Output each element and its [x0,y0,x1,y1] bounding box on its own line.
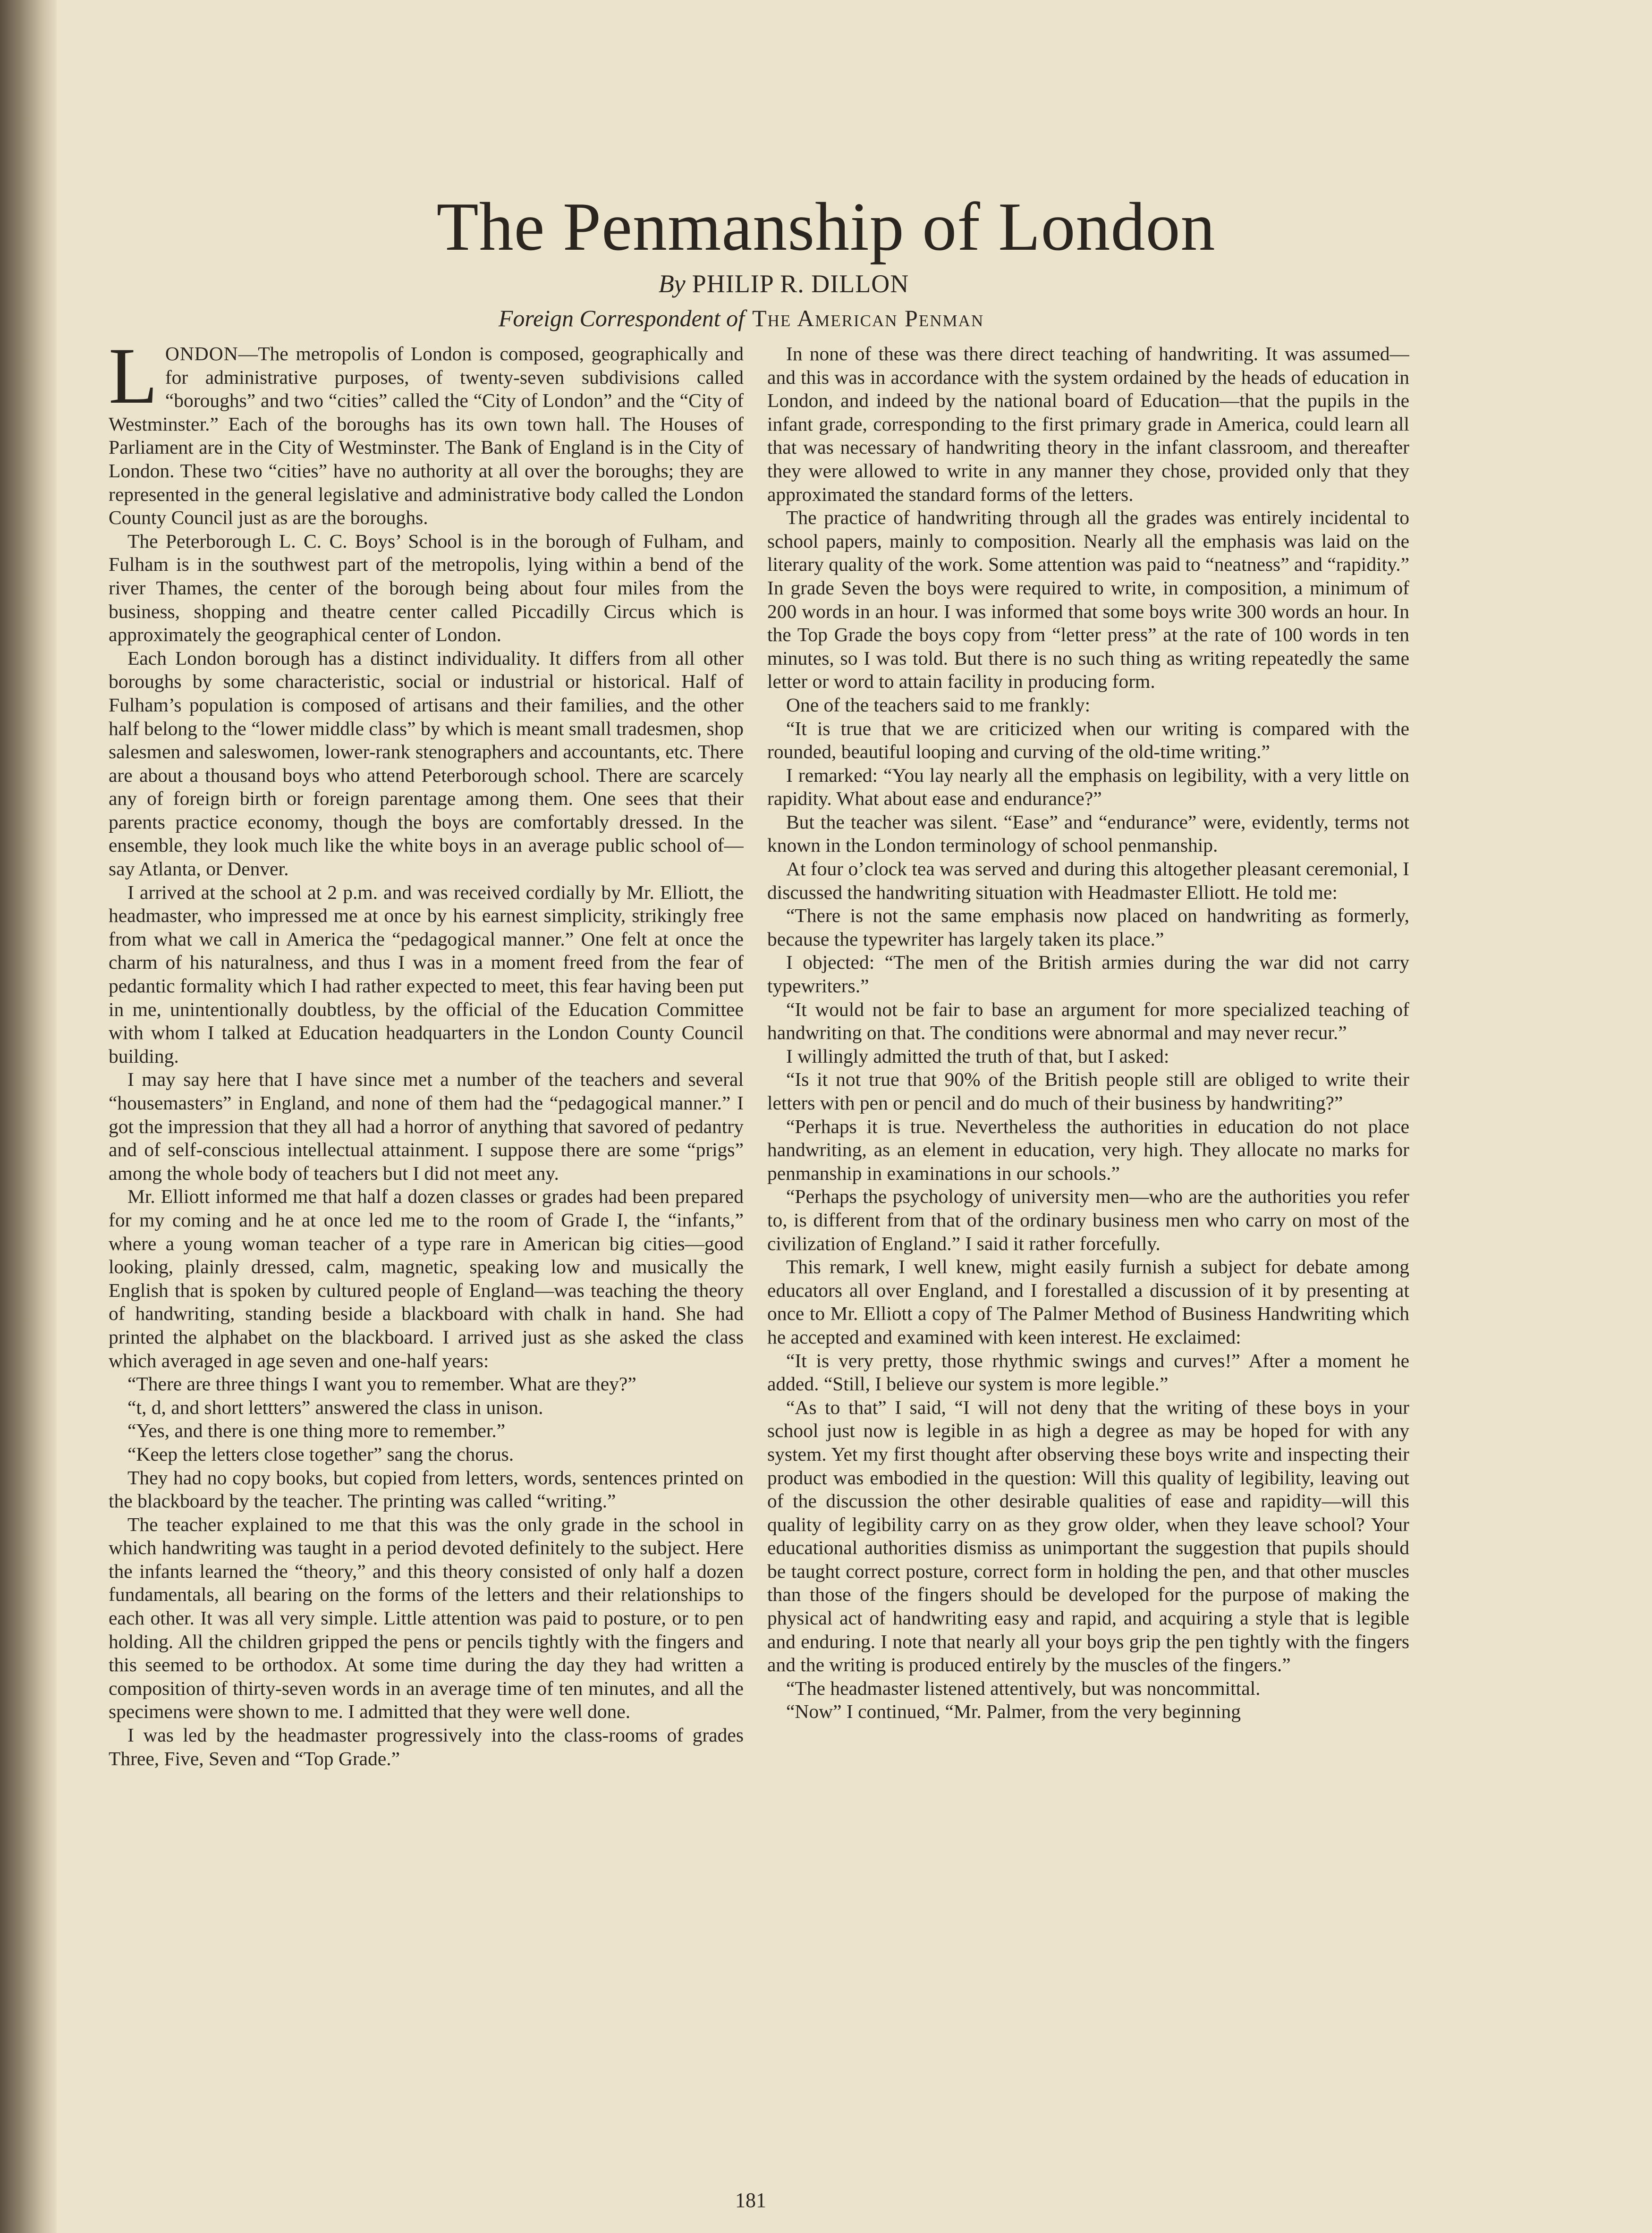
paragraph: “t, d, and short lettters” answered the class in unison. [127,1396,543,1418]
paragraph: In none of these was there direct teaching of handwriting. It was assumed—and this was in accordance with the system ordained by the heads of education in London, and indeed by the national board of Education—that the pupils in the infant grade, corresponding to the first primary grade in America, could learn all that was necessary of handwriting theory in the infant classroom, and thereafter they were allowed to write in any manner they chose, provided only that they approximated the standard forms of the letters. [767,343,1409,505]
paragraph: “Keep the letters close together” sang the chorus. [127,1443,514,1465]
author-role: Foreign Correspondent of [498,305,745,331]
page-number: 181 [735,2189,766,2212]
paragraph: The practice of handwriting through all the grades was entirely incidental to school papers, mainly to composition. Nearly all the emphasis was laid on the literary quality of the work. Some attention was paid to “neatness” and “rapidity.” In grade Seven the boys were required to write, in composition, a minimum of 200 words in an hour. I was informed that some boys write 300 words an hour. In the Top Grade the boys copy from “letter press” at the rate of 100 words in ten minutes, so I was told. But there is no such thing as writing repeatedly the same letter or word to attain facility in producing form. [767,507,1409,693]
paragraph: I objected: “The men of the British armies during the war did not carry typewriters.” [767,951,1409,997]
paragraph: Each London borough has a distinct individuality. It differs from all other boroughs by some characteristic, social or industrial or historical. Half of Fulham’s population is composed of artisans and their families, and the other half belong to the “lower middle class” by which is meant small tradesmen, shop salesmen and saleswomen, lower-rank stenographers and accountants, etc. There are about a thousand boys who attend Peterborough school. There are scarcely any of foreign birth or foreign parentage among them. One sees that their parents practice economy, though the boys are comfortably dressed. In the ensemble, they look much like the white boys in an average public school of—say Atlanta, or Denver. [109,647,744,880]
lead-small-caps: ONDON [165,343,238,364]
paragraph: But the teacher was silent. “Ease” and “endurance” were, evidently, terms not known in the London terminology of school penmanship. [767,811,1409,856]
paragraph: “Perhaps the psychology of university men—who are the authorities you refer to, is different from that of the ordinary business men who carry on most of the civilization of England.” I said it rather forcefully. [767,1185,1409,1254]
paragraph: At four o’clock tea was served and during this altogether pleasant ceremonial, I discussed the handwriting situation with Headmaster Elliott. He told me: [767,858,1409,903]
paragraph: The Peterborough L. C. C. Boys’ School is in the borough of Fulham, and Fulham is in the southwest part of the metropolis, lying within a bend of the river Thames, the center of the borough being about four miles from the business, shopping and theatre center called Piccadilly Circus which is approximately the geographical center of London. [109,530,744,646]
left-column [109,342,744,2032]
author-name: PHILIP R. DILLON [692,270,909,298]
paragraph: I willingly admitted the truth of that, but I asked: [786,1045,1169,1067]
paragraph: They had no copy books, but copied from letters, words, sentences printed on the blackboard by the teacher. The printing was called “writing.” [109,1466,744,1512]
author-affiliation [0,304,1483,332]
byline-prefix: By [658,270,686,298]
byline [0,269,1567,298]
paragraph: I was led by the headmaster progressively into the class-rooms of grades Three, Five, Seven and “Top Grade.” [109,1724,744,1769]
paragraph: “There are three things I want you to remember. What are they?” [127,1373,636,1395]
paragraph: “There is not the same emphasis now placed on handwriting as formerly, because the typewriter has largely taken its place.” [767,905,1409,950]
paragraph: Mr. Elliott informed me that half a dozen classes or grades had been prepared for my coming and he at once led me to the room of Grade I, the “infants,” where a young woman teacher of a type rare in American big cities—good looking, plainly dressed, calm, magnetic, speaking low and musically the English that is spoken by cultured people of England—was teaching the theory of handwriting, standing beside a blackboard with chalk in hand. She had printed the alphabet on the blackboard. I arrived just as she asked the class which averaged in age seven and one-half years: [109,1185,744,1371]
book-gutter-shadow [0,0,57,2233]
lead-text: —The metropolis of London is composed, geographically and for administrative purposes, of twenty-seven subdivisions called “boroughs” and two “cities” called the “City of London” and the “City of Westminster.” Each of the boroughs has its own town hall. The Houses of Parliament are in the City of Westminster. The Bank of England is in the City of London. These two “cities” have no authority at all over the boroughs; they are represented in the general legislative and administrative body called the London County Council just as are the boroughs. [109,343,744,529]
paragraph: “Is it not true that 90% of the British people still are obliged to write their letters with pen or pencil and do much of their business by handwriting?” [767,1068,1409,1114]
paragraph: “It is true that we are criticized when our writing is compared with the rounded, beautiful looping and curving of the old-time writing.” [767,717,1409,763]
paragraph: The teacher explained to me that this was the only grade in the school in which handwriting was taught in a period devoted definitely to the subject. Here the infants learned the “theory,” and this theory consisted of only half a dozen fundamentals, all bearing on the forms of the letters and their relationships to each other. It was all very simple. Little attention was paid to posture, or to pen holding. All the children gripped the pens or pencils tightly with the fingers and this seemed to be orthodox. At some time during the day they had written a composition of thirty-seven words in an average time of ten minutes, and all the specimens were shown to me. I admitted that they were well done. [109,1513,744,1723]
paragraph: “It would not be fair to base an argument for more specialized teaching of handwriting on that. The conditions were abnormal and may never recur.” [767,998,1409,1044]
paragraph: One of the teachers said to me frankly: [786,694,1091,716]
paragraph: “As to that” I said, “I will not deny that the writing of these boys in your school just now is legible in as high a degree as may be hoped for with any system. Yet my first thought after observing these boys write and inspecting their product was embodied in the question: Will this quality of legibility, leaving out of the discussion the other desirable qualities of ease and rapidity—will this quality of legibility carry on as they grow older, when they leave school? Your educational authorities dismiss as unimportant the suggestion that pupils should be taught correct posture, correct form in holding the pen, and that other muscles than those of the fingers should be developed for the purpose of making the physical act of handwriting easy and rapid, and acquiring a style that is legible and enduring. I note that nearly all your boys grip the pen tightly with the fingers and the writing is produced entirely by the muscles of the fingers.” [767,1396,1409,1676]
right-column [767,342,1409,2032]
drop-cap: L [109,342,158,420]
article-title: The Penmanship of London [436,188,1216,265]
paragraph: “Yes, and there is one thing more to remember.” [127,1420,506,1442]
paragraph: I remarked: “You lay nearly all the emphasis on legibility, with a very little on rapidity. What about ease and endurance?” [767,764,1409,810]
paragraph: I may say here that I have since met a number of the teachers and several “housemasters” in England, and none of them had the “pedagogical manner.” I got the impression that they all had a horror of anything that savored of pedantry and of self-conscious intellectual attainment. I suppose there are some “prigs” among the whole body of teachers but I did not meet any. [109,1068,744,1184]
lead-paragraph [109,342,744,530]
paragraph: “Perhaps it is true. Nevertheless the authorities in education do not place handwriting, as an element in education, very high. They allocate no marks for penmanship in examinations in our schools.” [767,1115,1409,1184]
paragraph: “It is very pretty, those rhythmic swings and curves!” After a moment he added. “Still, I believe our system is more legible.” [767,1349,1409,1395]
paragraph: This remark, I well knew, might easily furnish a subject for debate among educators all over England, and I forestalled a discussion of it by presenting at once to Mr. Elliott a copy of The Palmer Method of Business Handwriting which he accepted and examined with keen interest. He exclaimed: [767,1256,1409,1348]
publication-name: The American Penman [752,305,984,331]
paragraph: “The headmaster listened attentively, but was noncommittal. [786,1677,1261,1699]
paragraph: “Now” I continued, “Mr. Palmer, from the very beginning [786,1700,1241,1723]
paragraph: I arrived at the school at 2 p.m. and was received cordially by Mr. Elliott, the headmaster, who impressed me at once by his earnest simplicity, strikingly free from what we call in America the “pedagogical manner.” One felt at once the charm of his naturalness, and thus I was in a moment freed from the fear of pedantic formality which I had rather expected to meet, this fear having been put in me, unintentionally doubtless, by the official of the Education Committee with whom I talked at Education headquarters in the London County Council building. [109,881,744,1067]
